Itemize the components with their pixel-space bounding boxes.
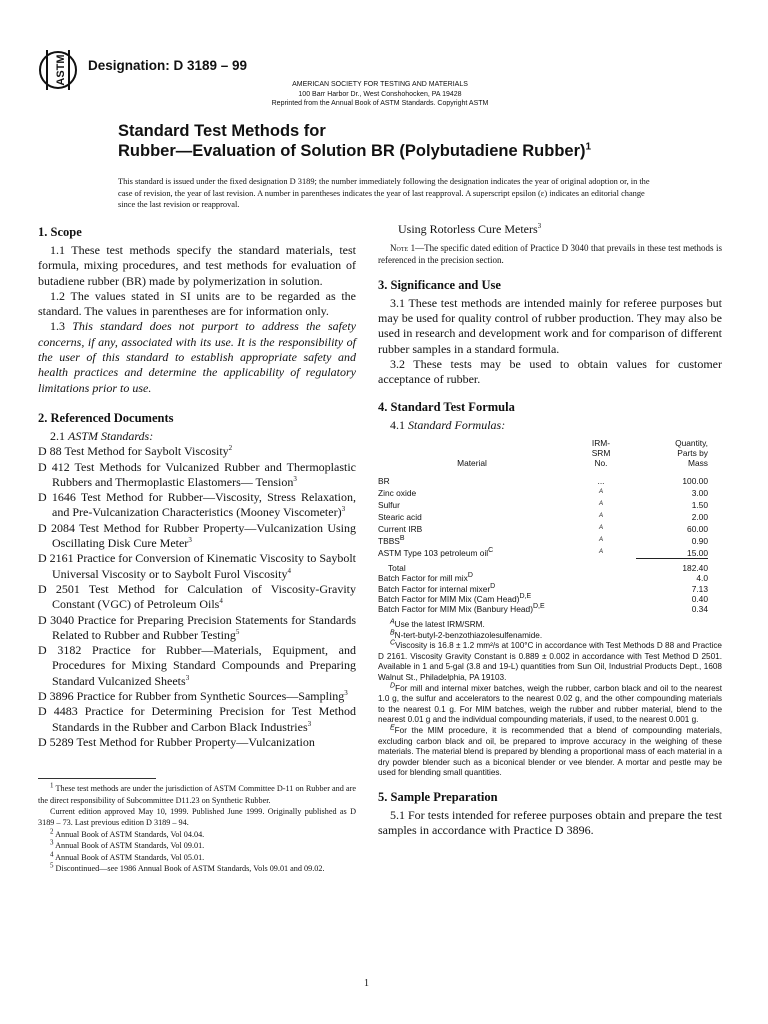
batch-factor-empty [566,594,636,604]
formula-subheading: 4.1 Standard Formulas: [390,418,506,433]
batch-factor-value: 0.40 [691,593,708,604]
publisher-line: Reprinted from the Annual Book of ASTM Standards. Copyright ASTM [271,100,489,107]
formula-quantity: 2.00 [691,512,708,523]
scope-paragraph: 1.2 The values stated in SI units are to be regarded as the standard. The values in parentheses are for information only. [38,288,356,319]
document-title [118,121,591,161]
formula-row [378,487,708,499]
formula-note-text: Use the latest IRM/SRM. [394,620,485,630]
total-label: Total [388,563,406,574]
reference-text: D 2084 Test Method for Rubber Property—Vulcanization Using Oscillating Disk Cure Meter [38,520,356,551]
batch-factor-note-mark: D,E [519,592,532,600]
formula-note [378,628,722,642]
scope-paragraph: 1.1 These test methods specify the standard materials, test formula, mixing procedures, and test methods for evaluation of butadiene rubber (BR) made by polymerization in solution. [38,243,356,288]
batch-factor-note-mark: D,E [532,603,545,611]
reference-text: D 1646 Test Method for Rubber—Viscosity, Stress Relaxation, and Pre-Vulcanization Characteristics (Mooney Viscometer) [38,490,356,520]
reference-text: D 412 Test Methods for Vulcanized Rubber and Thermoplastic Rubbers and Thermoplastic Elastomers— Tension [38,459,356,489]
material-name: Current IRB [378,524,423,535]
formula-footnotes [378,620,722,779]
col-header-quantity: Quantity, Parts by Mass [675,437,708,469]
footnote-mark: 5 [50,861,54,870]
footnote-text: Annual Book of ASTM Standards, Vol 09.01. [55,841,205,851]
section-heading-formula: 4. Standard Test Formula [378,400,515,415]
material-name: BR [378,476,390,487]
batch-factor-value: 4.0 [696,573,708,584]
reference-text: D 3896 Practice for Rubber from Synthetic Sources—Sampling [38,689,345,704]
formula-note [378,726,722,779]
reference-footnote-mark: 4 [287,566,291,575]
reference-item [38,689,356,704]
reference-item [38,643,356,689]
footnote-mark: 1 [50,781,54,790]
reference-footnote-mark: 5 [235,627,240,636]
reference-text: D 3040 Practice for Preparing Precision Statements for Standards Related to Rubber and Rubber Testing [38,612,356,642]
footnote-mark: 2 [50,827,54,836]
right-column [378,222,722,839]
formula-quantity: 0.90 [691,536,708,547]
material-name: TBBS [378,536,400,547]
formula-note-text: For mill and internal mixer batches, weigh the rubber, carbon black and oil to the nearest 1.0 g, the sulfur and accelerators to the nearest 0.02 g, and the other compounding materials to the nearest 0.1 g. For MIM batches, weigh the rubber and rubber material, blend to the nearest 0.01 g and the individual compounding materials, if used, to the nearest 0.001 g. [378,683,722,725]
formula-irm [566,511,636,523]
reference-item [38,704,356,735]
designation: Designation: D 3189 – 99 [88,58,248,73]
section-heading-significance: 3. Significance and Use [378,277,501,292]
formula-material [378,547,566,559]
reference-text: D 88 Test Method for Saybolt Viscosity [38,444,229,459]
batch-factor-value: 0.34 [691,603,708,614]
section-heading-sample-preparation: 5. Sample Preparation [378,790,498,805]
footnotes [38,783,356,874]
formula-note-mark: A [390,618,395,626]
batch-factor-text: Batch Factor for mill mix [378,573,468,584]
reference-text: D 4483 Practice for Determining Precision for Test Method Standards in the Rubber and Carbon Black Industries [38,704,356,734]
left-column [38,224,356,874]
reference-text: D 5289 Test Method for Rubber Property—Vulcanization [38,734,315,749]
svg-text:ASTM: ASTM [55,54,67,86]
reference-footnote-mark: 3 [344,689,348,698]
formula-row [378,499,708,511]
formula-note-text: Viscosity is 16.8 ± 1.2 mm²/s at 100°C in accordance with Test Methods D 88 and Practice D 2161. Viscosity Gravity Constant is 0.889 ± 0.002 in accordance with Test Method D 2501. Available in 1 and 5-gal (3.8 and 19-L) quantities from Sun Oil, Industrial Products Dept., 1608 Walnut St., Philadelphia, PA 19103. [378,641,722,683]
footnote-text: Discontinued—see 1986 Annual Book of ASTM Standards, Vols 09.01 and 09.02. [55,864,325,874]
footnote-mark: 4 [50,849,54,858]
batch-factor-text: Batch Factor for MIM Mix (Banbury Head) [378,603,533,614]
batch-factor-text: Batch Factor for MIM Mix (Cam Head) [378,593,520,604]
reference-text: D 2161 Practice for Conversion of Kinematic Viscosity to Saybolt Universal Viscosity or to Saybolt Furol Viscosity [38,551,357,581]
total-empty [566,559,636,574]
material-name: Stearic acid [378,512,422,523]
formula-irm [566,476,636,486]
material-note-mark: C [488,547,494,555]
formula-material [378,487,566,499]
section-heading-referenced-documents: 2. Referenced Documents [38,410,174,425]
issuance-statement: This standard is issued under the fixed designation D 3189; the number immediately following the designation indicates the year of original adoption or, in the case of revision, the year of last revision. A number in parentheses indicates the year of last reapproval. A superscript epsilon (ε) indicates an editorial change since the last revision or reapproval. [118,177,650,209]
formula-quantity: 1.50 [691,500,708,511]
title-line-1: Standard Test Methods for [118,122,326,140]
material-note-mark: B [399,535,405,543]
formula-irm [566,547,636,559]
formula-note-mark: E [390,724,395,732]
irm-value: A [598,536,603,543]
footnote-divider [38,778,156,779]
total-value: 182.40 [636,559,708,574]
footnote [38,849,356,863]
irm-value: A [598,488,603,495]
footnote [38,783,356,806]
formula-material [378,499,566,511]
footnote-text: Current edition approved May 10, 1999. Published June 1999. Originally published as D 3189 – 73. Last previous edition D 3189 – 94. [38,807,356,828]
reference-item [38,551,356,582]
batch-factor-empty [566,604,636,614]
formula-note-text: For the MIM procedure, it is recommended that a blend of compounding materials, excluding carbon black and oil, be prepared to improve accuracy in the weighing of these materials. The material blend is prepared by blending a proportional mass of each material in a dry powder blender such as a biconical blender or vee blender. A mortar and pestle may be used for blending small quantities. [378,726,722,778]
title-line-2: Rubber—Evaluation of Solution BR (Polybutadiene Rubber)$^1$ [118,141,592,160]
irm-value: A [598,524,603,531]
formula-quantity: 15.00 [687,547,708,558]
reference-item [38,490,356,521]
reference-item [38,521,356,552]
formula-quantity: 60.00 [687,524,708,535]
significance-paragraph: 3.2 These tests may be used to obtain values for customer acceptance of rubber. [378,356,722,387]
batch-factor-label [378,584,566,594]
scope-paragraph: 1.3 This standard does not purport to address the safety concerns, if any, associated with its use. It is the responsibility of the user of this standard to establish appropriate safety and health practices and determine the applicability of regulatory limitations prior to use. [38,319,356,395]
reference-item [38,460,356,491]
footnote [38,840,356,851]
footnote-text: Annual Book of ASTM Standards, Vol 04.04. [55,829,205,839]
footnote [38,806,356,829]
material-name: Sulfur [378,500,400,511]
formula-row [378,547,708,559]
irm-value: ... [597,476,605,487]
batch-factor-note-mark: D [467,572,473,580]
reference-footnote-mark: 4 [219,597,223,606]
irm-value: A [598,512,603,519]
batch-factor-row [378,573,708,583]
footnote-mark: 3 [50,838,54,847]
batch-factor-empty [566,573,636,583]
publisher-line: 100 Barr Harbor Dr., West Conshohocken, PA 19428 [298,90,462,98]
footnote [38,863,356,874]
batch-factor-row [378,604,708,614]
footnote [38,829,356,840]
batch-factor-text: Batch Factor for internal mixer [378,583,491,594]
section-heading-scope: 1. Scope [38,225,82,239]
reference-footnote-mark: 3 [293,474,297,483]
material-name: ASTM Type 103 petroleum oil [378,548,489,559]
formula-table [378,438,708,614]
formula-note [378,641,722,683]
batch-factor-row [378,584,708,594]
formula-irm [566,487,636,499]
batch-factor-empty [566,584,636,594]
formula-note [378,681,722,726]
reference-footnote-mark: 2 [228,444,233,453]
astm-logo [36,44,80,96]
reference-item [38,444,356,459]
reference-footnote-mark: 3 [341,505,346,514]
formula-material [378,476,566,486]
reference-footnote-mark: 3 [185,673,190,682]
page-number: 1 [364,978,369,989]
sample-paragraph: 5.1 For tests intended for referee purposes obtain and prepare the test samples in accordance with Practice D 3896. [378,808,722,838]
publisher-line: AMERICAN SOCIETY FOR TESTING AND MATERIALS [292,81,468,88]
batch-factor-label [378,604,566,614]
irm-value: A [598,548,603,555]
reference-footnote-mark: 3 [307,719,312,728]
formula-irm [566,523,636,535]
reference-item [38,613,356,644]
formula-note-mark: C [390,639,396,647]
reference-footnote-mark: 3 [188,536,192,545]
formula-note-mark: B [390,628,395,636]
formula-row [378,523,708,535]
note-1: Note 1—The specific dated edition of Practice D 3040 that prevails in these test methods is referenced in the precision section. [378,243,722,265]
formula-material [378,523,566,535]
formula-irm [566,535,636,547]
formula-material [378,511,566,523]
formula-row [378,511,708,523]
formula-row [378,476,708,486]
reference-item [38,582,356,613]
col-header-irm: IRM- SRM No. [591,437,611,469]
reference-item [38,735,356,750]
reference-text: D 3182 Practice for Rubber—Materials, Equipment, and Procedures for Mixing Standard Compounds and Preparing Standard Vulcanized Sheets [38,643,356,688]
batch-factor-value: 7.13 [691,583,708,594]
reference-list [38,444,356,750]
formula-total-row [378,559,708,574]
formula-note [378,620,722,631]
formula-material [378,535,566,547]
footnote-text: Annual Book of ASTM Standards, Vol 05.01. [55,852,205,862]
batch-factor-label [378,573,566,583]
col-header-material: Material [457,458,487,469]
formula-header-row [378,438,708,469]
formula-note-text: N-tert-butyl-2-benzothiazolesulfenamide. [394,630,543,640]
material-name: Zinc oxide [378,488,417,499]
batch-factor-note-mark: D [490,582,496,590]
reference-continuation: Using Rotorless Cure Meters$^3$ [398,222,542,236]
refdocs-subheading: 2.1 ASTM Standards: [50,428,154,443]
formula-quantity: 3.00 [691,488,708,499]
formula-note-mark: D [390,681,396,689]
formula-irm [566,499,636,511]
formula-quantity: 100.00 [682,476,708,487]
irm-value: A [598,500,603,507]
significance-paragraph: 3.1 These test methods are intended mainly for referee purposes but may be used for quality control of rubber production. They may also be used in research and development work and for comparison of different rubber samples in a standard formula. [378,295,722,356]
publisher-block [200,80,560,109]
reference-text: D 2501 Test Method for Calculation of Viscosity-Gravity Constant (VGC) of Petroleum Oils [38,581,356,612]
formula-row [378,535,708,547]
footnote-text: These test methods are under the jurisdiction of ASTM Committee D-11 on Rubber and are the direct responsibility of Subcommittee D11.23 on Synthetic Rubber. [38,784,356,805]
